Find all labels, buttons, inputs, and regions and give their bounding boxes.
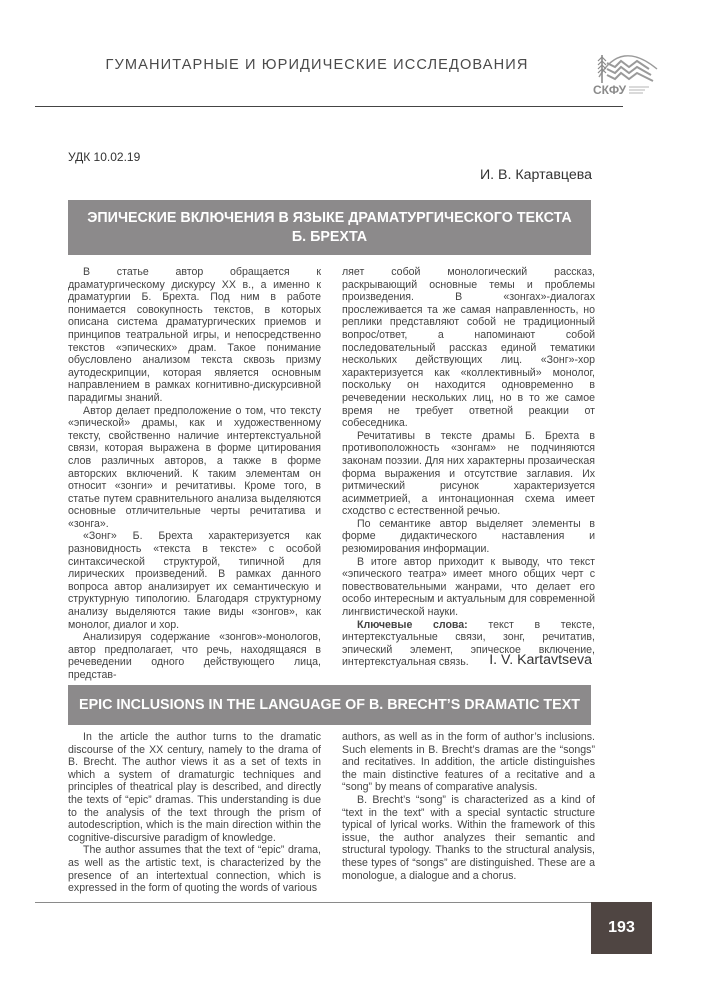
- abstract-en-right-column: [342, 731, 595, 882]
- abstract-ru-paragraph: В статье автор обращается к драматургическому дискурсу XX в., а именно к драматургии Б. Брехта. Под ним в работе понимается совокупность текстов, в которых описана система драматургических приемов и принципов театральной игры, и непосредственно текстов «эпических» драм. Такое понимание обусловлено анализом текста сквозь призму аутодескрипции, которая является основным направлением в рамках когнитивно-дискурсивной парадигмы знаний.: [68, 266, 321, 404]
- article-title-ru: [68, 200, 591, 255]
- abstract-en-paragraph: In the article the author turns to the dramatic discourse of the XX century, namely to the drama of B. Brecht. The author views it as a set of texts in which a system of dramaturgic techniques and principles of theatrical play is described, and directly the texts of “epic” dramas. This understanding is due to the analysis of the text through the prism of autodescription, which is the main direction within the cognitive-discursive paradigm of knowledge.: [68, 731, 321, 844]
- keywords-text: текст в тексте, интертекстуальные связи, зонг, речитатив, эпический элемент, эпическое включение, интертекстуальная связь.: [342, 618, 595, 669]
- abstract-ru-paragraph: Автор делает предположение о том, что тексту «эпической» драмы, как и художественному тексту, свойственно наличие интертекстуальной связи, которая выражена в форме цитирования слов различных авторов, а также в форме авторских включений. К таким элементам он относит «зонги» и речитативы. Кроме того, в статье путем сравнительного анализа выделяются основные отличительные черты речитатива и «зонга».: [68, 404, 321, 530]
- page-number: 193: [591, 902, 652, 954]
- abstract-ru-paragraph: Анализируя содержание «зонгов»-монологов, автор предполагает, что речь, находящаяся в речеведении одного действующего лица, представ-: [68, 631, 321, 681]
- abstract-ru-paragraph: Речитативы в тексте драмы Б. Брехта в противоположность «зонгам» не подчиняются законам поэзии. Для них характерны прозаическая форма выражения и отсутствие заглавия. Их ритмический рисунок характеризуется асимметрией, а интонационная схема имеет сходство с естественной речью.: [342, 429, 595, 518]
- abstract-ru-paragraph: «Зонг» Б. Брехта характеризуется как разновидность «текста в тексте» с особой синтаксической структурой, типичной для лирических произведений. В рамках данного вопроса автор анализирует их семантическую и структурную типологию. Благодаря структурному анализу выделяются такие виды «зонгов», как монолог, диалог и хор.: [68, 530, 321, 631]
- abstract-en-continuation: authors, as well as in the form of author’s inclusions. Such elements in B. Brecht’s dramas are the “songs” and recitatives. In addition, the article distinguishes the main distinctive features of a recitative and a “song” by means of comparative analysis.: [342, 731, 595, 794]
- keywords-label: Ключевые слова:: [357, 618, 468, 631]
- abstract-ru-right-column: [342, 266, 595, 669]
- abstract-ru-paragraph: По семантике автор выделяет элементы в форме дидактического наставления и резюмирования информации.: [342, 517, 595, 556]
- header-divider: [35, 106, 623, 107]
- skfu-university-logo-icon: [591, 43, 661, 97]
- abstract-en-paragraph: B. Brecht’s “song” is characterized as a kind of “text in the text” with a special syntactic structure typical of lyrical works. Within the framework of this issue, the author analyzes their semantic and structural typology. Thanks to the structural analysis, these types of “songs” are distinguished. These are a monologue, a dialogue and a chorus.: [342, 793, 595, 882]
- article-title-ru-line1: ЭПИЧЕСКИЕ ВКЛЮЧЕНИЯ В ЯЗЫКЕ ДРАМАТУРГИЧЕСКОГО ТЕКСТА: [87, 210, 572, 226]
- abstract-ru-paragraph: В итоге автор приходит к выводу, что текст «эпического театра» имеет много общих черт с повествовательными жанрами, что делает его особо интересным и актуальным для современной лингвистической науки.: [342, 555, 595, 619]
- udk-code: УДК 10.02.19: [68, 150, 141, 164]
- abstract-en-paragraph: The author assumes that the text of “epic” drama, as well as the artistic text, is characterized by the presence of an intertextual connection, which is expressed in the form of quoting the words of various: [68, 844, 321, 895]
- article-title-en: EPIC INCLUSIONS IN THE LANGUAGE OF B. BRECHT’S DRAMATIC TEXT: [68, 685, 591, 725]
- abstract-en-left-column: [68, 731, 321, 895]
- journal-running-title: ГУМАНИТАРНЫЕ И ЮРИДИЧЕСКИЕ ИССЛЕДОВАНИЯ: [105, 57, 529, 73]
- article-title-ru-line2: Б. БРЕХТА: [291, 228, 368, 245]
- abstract-ru-continuation: ляет собой монологический рассказ, раскрывающий основные темы и проблемы произведения. В «зонгах»-диалогах прослеживается та же самая направленность, но реплики представляют собой не традиционный вопрос/ответ, а напоминают собой последовательный рассказ единой тематики нескольких действующих лиц. «Зонг»-хор характеризуется как «коллективный» монолог, поскольку он находится одновременно в речеведении нескольких лиц, но в то же самое время не требует ответной реакции от собеседника.: [342, 266, 595, 430]
- author-name-ru: И. В. Картавцева: [479, 167, 592, 183]
- footer-divider: [35, 902, 591, 903]
- logo-text: СКФУ: [593, 83, 627, 97]
- author-name-en: I. V. Kartavtseva: [489, 652, 592, 668]
- abstract-ru-left-column: [68, 266, 321, 682]
